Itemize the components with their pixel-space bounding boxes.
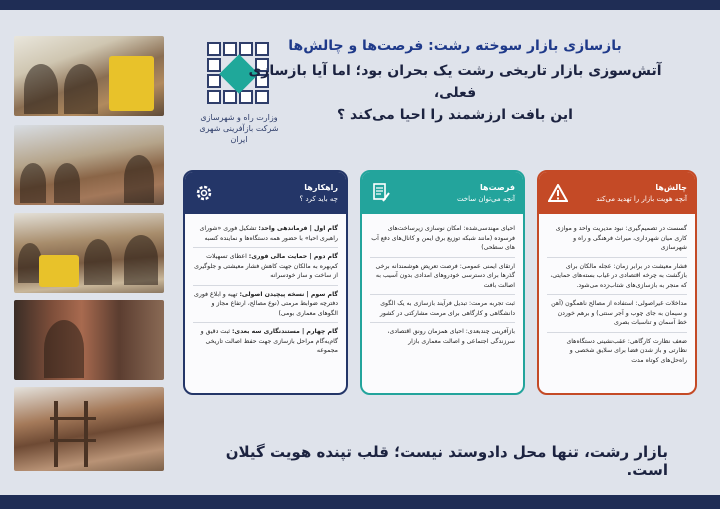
solutions-card: [183, 170, 348, 395]
solutions-subtitle: چه باید کرد ؟: [299, 194, 338, 203]
opportunity-item: ارتقای ایمنی عمومی: فرصت تعریض هوشمندانه برخی گذرها برای دسترسی خودروهای امدادی بدون آسیب به اصالت بافت: [370, 258, 515, 296]
headline-title: بازسازی بازار سوخته رشت: فرصت‌ها و چالش‌ها: [288, 38, 622, 54]
solution-item: [193, 286, 338, 324]
solution-step: گام چهارم | مستندنگاری سه بعدی:: [231, 328, 338, 335]
headline: [240, 38, 670, 126]
gear-icon: [193, 182, 215, 204]
challenges-card: [537, 170, 697, 395]
bottom-bar: [0, 495, 720, 509]
solution-text: تشکیل فوری «شورای راهبری احیا» با حضور همه دستگاه‌ها و نماینده کسبه: [199, 225, 338, 242]
challenges-title: چالش‌ها: [655, 182, 687, 192]
solution-item: [193, 248, 338, 286]
logo-line-company: شرکت بازآفرینی شهری ایران: [199, 124, 279, 144]
photo-bazaar-arches-excavator: [14, 36, 164, 116]
solutions-header: [185, 172, 346, 214]
challenges-subtitle: آنچه هویت بازار را تهدید می‌کند: [596, 194, 687, 203]
opportunities-subtitle: آنچه می‌توان ساخت: [456, 194, 515, 203]
challenge-item: گسست در تصمیم‌گیری: نبود مدیریت واحد و موازی کاری میان شهرداری، میراث فرهنگی و راه و شهرسازی: [547, 220, 687, 258]
challenges-header: [539, 172, 695, 214]
headline-line-1: آتش‌سوزی بازار تاریخی رشت یک بحران بود؛ اما آیا بازسازی فعلی،: [248, 63, 662, 101]
challenge-item: ضعف نظارت کارگاهی: عقب‌نشینی دستگاه‌های نظارتی و باز شدن فضا برای سلایق شخصی و راه‌حل‌های کوتاه مدت: [566, 337, 687, 364]
solution-text: ثبت دقیق و گام‌به‌گام مراحل بازسازی جهت حفظ اصالت تاریخی مجموعه: [200, 328, 338, 354]
opportunities-card: [360, 170, 525, 395]
opportunity-item: بازآفرینی چندبعدی: احیای همزمان رونق اقتصادی، سرزندگی اجتماعی و اصالت معماری بازار: [387, 328, 515, 345]
photo-burnt-arches: [14, 125, 164, 205]
solution-item: [193, 220, 338, 248]
document-pen-icon: [370, 182, 392, 204]
challenge-item: مداخلات غیراصولی: استفاده از مصالح ناهمگون (آهن و سیمان به جای چوب و آجر سنتی) و برهم خوردن خط آسمان و تناسبات بصری: [547, 295, 687, 333]
opportunity-item: ثبت تجربه مرمت: تبدیل فرآیند بازسازی به یک الگوی دانشگاهی و کارگاهی برای مرمت مشارکتی در کشور: [370, 295, 515, 323]
opportunities-title: فرصت‌ها: [480, 182, 515, 192]
opportunity-item: احیای مهندسی‌شده: امکان نوسازی زیرساخت‌های فرسوده (مانند شبکه توزیع برق ایمن و کانال‌های دفع آب های سطحی): [370, 220, 515, 258]
photo-brick-ruins: [14, 300, 164, 380]
warning-triangle-icon: [547, 182, 569, 204]
solution-step: گام اول | فرماندهی واحد:: [258, 225, 338, 232]
solution-step: گام دوم | حمایت مالی فوری:: [248, 253, 338, 260]
solution-step: گام سوم | نسخه پیچیدن اصولی:: [239, 290, 338, 298]
headline-line-2: این بافت ارزشمند را احیا می‌کند ؟: [337, 107, 573, 123]
solution-text: تهیه و ابلاغ فوری دفترچه ضوابط مرمتی (نوع مصالح، ارتفاع مجاز و الگوهای معماری بومی): [194, 290, 338, 317]
solution-text: اعطای تسهیلات کم‌بهره به مالکان جهت کاهش فشار معیشتی و جلوگیری از ساخت و ساز خودسرانه: [194, 253, 338, 279]
solutions-title: راهکارها: [304, 182, 338, 192]
slogan: بازار رشت، تنها محل دادوستد نیست؛ قلب تپنده هویت گیلان است.: [225, 443, 668, 479]
opportunities-header: [362, 172, 523, 214]
challenge-item: فشار معیشت در برابر زمان: عجله مالکان برای بازگشت به چرخه اقتصادی در غیاب بسته‌های حمایتی، که منجر به بازسازی‌های شتاب‌زده می‌شود.: [547, 258, 687, 296]
solution-item: [193, 323, 338, 360]
photo-loader-arcade: [14, 213, 164, 293]
photo-scaffold-reconstruction: [14, 387, 164, 471]
top-bar: [0, 0, 720, 10]
logo-line-ministry: وزارت راه و شهرسازی: [200, 113, 278, 122]
